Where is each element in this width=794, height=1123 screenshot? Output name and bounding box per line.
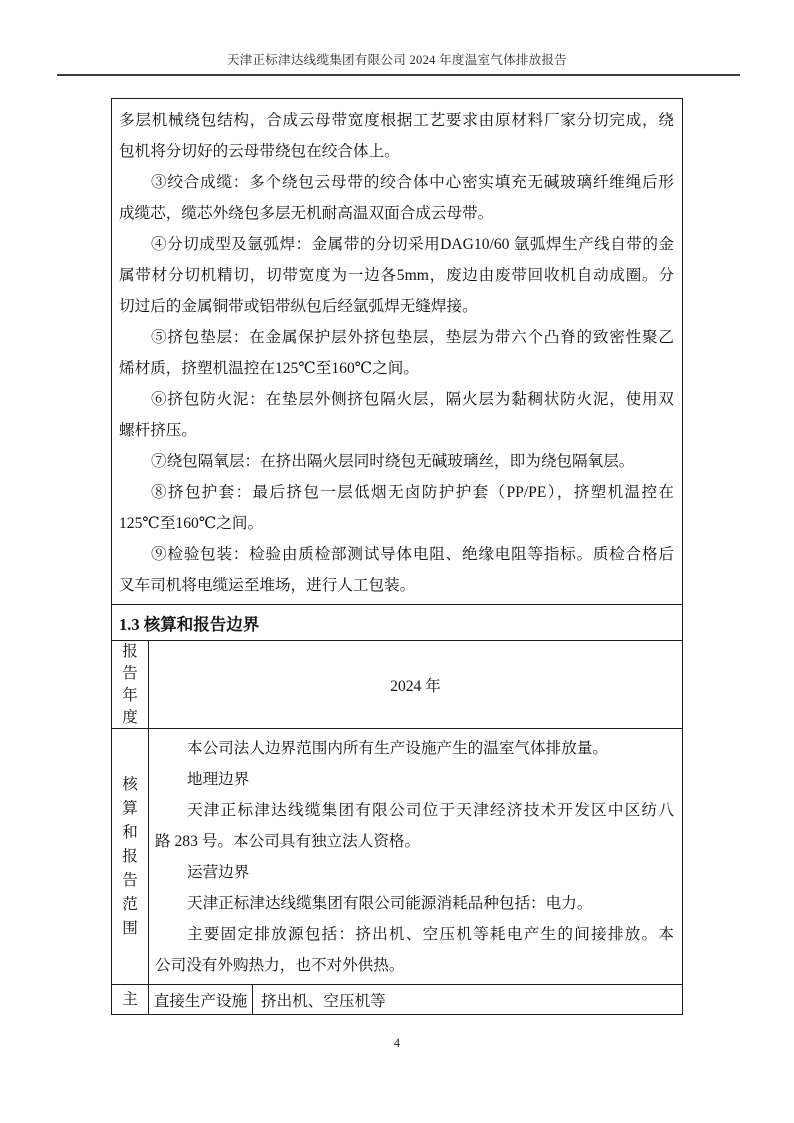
process-line: 多层机械绕包结构，合成云母带宽度根据工艺要求由原材料厂家分切完成，绕 [119,112,674,129]
section-heading-row [112,604,682,640]
report-year-value-cell [149,641,682,728]
scope-line: 路 283 号。本公司具有独立法人资格。 [155,833,421,850]
process-line: 切过后的金属铜带或铝带纵包后经氩弧焊无缝焊接。 [119,298,478,315]
scope-line: 主要固定排放源包括：挤出机、空压机等耗电产生的间接排放。本 [186,926,674,943]
facility-value: 挤出机、空压机等 [261,992,386,1010]
content-table [111,98,683,1015]
process-line: 螺杆挤压。 [119,422,197,439]
scope-label: 核算和报告范围 [122,775,138,937]
process-line: 包机将分切好的云母带绕包在绞合体上。 [119,143,400,160]
scope-line: 公司没有外购热力，也不对外供热。 [155,957,405,974]
scope-text-cell [149,729,682,984]
process-line: ④分切成型及氩弧焊：金属带的分切采用DAG10/60 氩弧焊生产线自带的金 [150,236,674,253]
process-line: ⑧挤包护套：最后挤包一层低烟无卤防护护套（PP/PE），挤塑机温控在 [150,484,674,501]
scope-line: 地理边界 [186,771,250,788]
facility-label-cell [112,985,149,1014]
page-number: 4 [393,1036,401,1050]
scope-line: 本公司法人边界范围内所有生产设施产生的温室气体排放量。 [186,740,609,757]
report-year-row [112,640,682,728]
scope-label-cell [112,729,149,984]
scope-line: 天津正标津达线缆集团有限公司能源消耗品种包括：电力。 [186,895,593,912]
scope-line: 运营边界 [186,864,250,881]
section-heading-1-3: 1.3 核算和报告边界 [119,614,260,634]
process-line: ③绞合成缆：多个绕包云母带的绞合体中心密实填充无碱玻璃纤维绳后形 [150,174,674,191]
facility-type-cell [149,985,253,1014]
process-line: 叉车司机将电缆运至堆场，进行人工包装。 [119,577,416,594]
facility-row [112,984,682,1014]
facility-value-cell [253,985,682,1014]
process-line: 属带材分切机精切，切带宽度为一边各5mm，废边由废带回收机自动成圈。分 [119,267,674,284]
process-line: 烯材质，挤塑机温控在125℃至160℃之间。 [119,360,419,377]
process-description-cell [112,99,682,604]
process-line: 125℃至160℃之间。 [119,515,264,532]
running-header-title: 天津正标津达线缆集团有限公司 2024 年度温室气体排放报告 [226,53,568,67]
header-rule-divider [57,74,740,76]
report-year-label-cell [112,641,149,728]
process-line: ⑤挤包垫层：在金属保护层外挤包垫层，垫层为带六个凸脊的致密性聚乙 [150,329,674,346]
report-year-label: 报告年度 [122,642,138,726]
report-year-value: 2024 年 [390,677,441,695]
scope-line: 天津正标津达线缆集团有限公司位于天津经济技术开发区中区纺八 [186,802,674,819]
process-line: ⑨检验包装：检验由质检部测试导体电阻、绝缘电阻等指标。质检合格后 [150,546,674,563]
scope-row [112,728,682,984]
facility-label: 主 [122,990,138,1008]
process-line: 成缆芯，缆芯外绕包多层无机耐高温双面合成云母带。 [119,205,494,222]
process-line: ⑥挤包防火泥：在垫层外侧挤包隔火层，隔火层为黏稠状防火泥，使用双 [150,391,674,408]
facility-type-label: 直接生产设施 [153,992,248,1010]
process-line: ⑦绕包隔氧层：在挤出隔火层同时绕包无碱玻璃丝，即为绕包隔氧层。 [150,453,635,470]
